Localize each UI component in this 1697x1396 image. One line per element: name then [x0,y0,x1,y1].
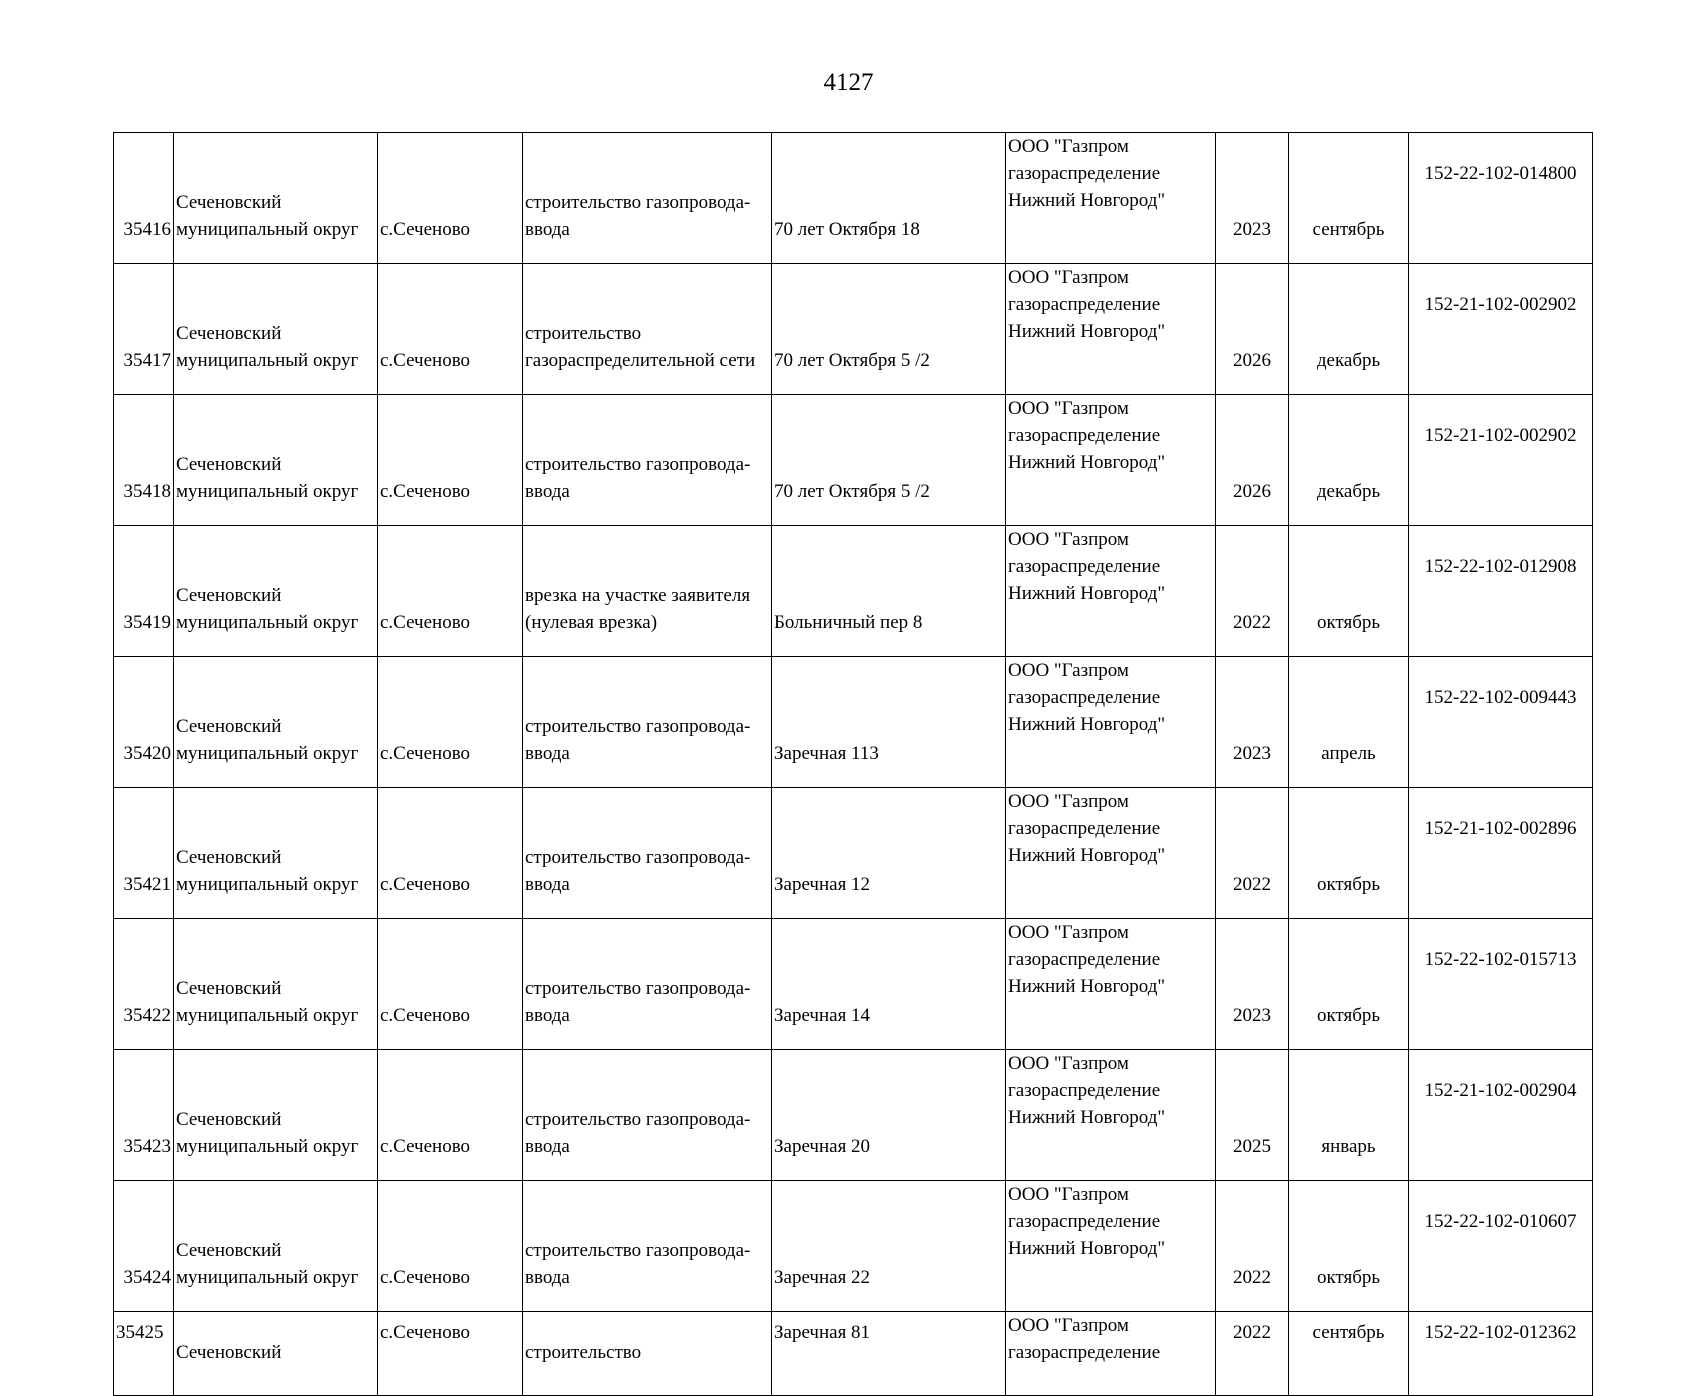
work-type-cell [523,264,772,395]
row-id: 35420 [114,657,174,788]
table-row-partial [114,1312,1593,1396]
organization-line: газораспределение [1008,1342,1161,1363]
work-type-cell: строительство [523,1312,772,1396]
locality-cell: с.Сеченово [378,395,523,526]
locality-cell: с.Сеченово [378,1050,523,1181]
district-cell [174,1050,378,1181]
year-cell: 2022 [1216,1312,1289,1396]
work-type-line: ввода [525,481,570,502]
organization-line: Нижний Новгород" [1008,452,1166,473]
organization-line: Нижний Новгород" [1008,976,1166,997]
organization-line: ООО "Газпром [1008,529,1129,550]
organization-cell [1006,1312,1216,1396]
work-type-line: ввода [525,219,570,240]
district-cell: Сеченовский [174,1312,378,1396]
district-line: Сеченовский [176,978,282,999]
row-id: 35416 [114,133,174,264]
district-cell [174,264,378,395]
address-cell: Заречная 20 [772,1050,1006,1181]
district-line: Сеченовский [176,847,282,868]
month-cell: январь [1289,1050,1409,1181]
organization-line: газораспределение [1008,294,1161,315]
code-cell: 152-22-102-012362 [1409,1312,1593,1396]
month-cell: сентябрь [1289,133,1409,264]
table-row [114,1050,1593,1181]
district-cell [174,788,378,919]
district-line: муниципальный округ [176,743,359,764]
locality-cell: с.Сеченово [378,1181,523,1312]
district-line: муниципальный округ [176,481,359,502]
organization-line: ООО "Газпром [1008,1053,1129,1074]
code-cell: 152-21-102-002902 [1409,264,1593,395]
work-type-line: строительство газопровода- [525,1109,751,1130]
work-type-line: ввода [525,743,570,764]
code-cell: 152-21-102-002904 [1409,1050,1593,1181]
row-id: 35425 [114,1312,174,1396]
organization-line: Нижний Новгород" [1008,321,1166,342]
locality-cell: с.Сеченово [378,133,523,264]
work-type-line: ввода [525,874,570,895]
locality-cell: с.Сеченово [378,1312,523,1396]
district-line: Сеченовский [176,1109,282,1130]
address-cell: Заречная 81 [772,1312,1006,1396]
work-type-line: ввода [525,1136,570,1157]
organization-line: газораспределение [1008,687,1161,708]
page-number: 4127 [823,69,874,96]
work-type-line: строительство газопровода- [525,716,751,737]
locality-cell: с.Сеченово [378,264,523,395]
work-type-cell [523,1050,772,1181]
organization-line: Нижний Новгород" [1008,845,1166,866]
address-cell: Заречная 113 [772,657,1006,788]
work-type-line: врезка на участке заявителя [525,585,751,606]
work-type-line: ввода [525,1267,570,1288]
work-type-cell [523,657,772,788]
work-type-cell [523,133,772,264]
address-cell: Заречная 22 [772,1181,1006,1312]
year-cell: 2025 [1216,1050,1289,1181]
address-cell: Заречная 14 [772,919,1006,1050]
organization-line: ООО "Газпром [1008,136,1129,157]
organization-cell [1006,133,1216,264]
organization-line: ООО "Газпром [1008,398,1129,419]
row-id: 35421 [114,788,174,919]
code-cell: 152-22-102-015713 [1409,919,1593,1050]
table-row [114,264,1593,395]
row-id: 35423 [114,1050,174,1181]
table-row [114,919,1593,1050]
organization-cell [1006,264,1216,395]
district-line: Сеченовский [176,1240,282,1261]
year-cell: 2022 [1216,1181,1289,1312]
organization-cell [1006,395,1216,526]
organization-line: газораспределение [1008,163,1161,184]
organization-line: газораспределение [1008,425,1161,446]
organization-line: Нижний Новгород" [1008,1107,1166,1128]
organization-cell [1006,788,1216,919]
row-id: 35422 [114,919,174,1050]
year-cell: 2026 [1216,395,1289,526]
month-cell: октябрь [1289,788,1409,919]
table-row [114,133,1593,264]
month-cell: октябрь [1289,526,1409,657]
code-cell: 152-22-102-010607 [1409,1181,1593,1312]
organization-line: газораспределение [1008,949,1161,970]
code-cell: 152-22-102-014800 [1409,133,1593,264]
district-cell [174,1181,378,1312]
organization-cell [1006,657,1216,788]
locality-cell: с.Сеченово [378,657,523,788]
organization-line: газораспределение [1008,556,1161,577]
work-type-line: строительство [525,323,642,344]
code-cell: 152-21-102-002902 [1409,395,1593,526]
year-cell: 2022 [1216,526,1289,657]
work-type-cell [523,919,772,1050]
organization-line: ООО "Газпром [1008,791,1129,812]
table-body [114,133,1593,1396]
month-cell: октябрь [1289,1181,1409,1312]
organization-line: Нижний Новгород" [1008,714,1166,735]
table-row [114,1181,1593,1312]
work-type-line: строительство газопровода- [525,847,751,868]
locality-cell: с.Сеченово [378,919,523,1050]
district-line: муниципальный округ [176,874,359,895]
district-line: муниципальный округ [176,219,359,240]
organization-line: ООО "Газпром [1008,267,1129,288]
locality-cell: с.Сеченово [378,788,523,919]
year-cell: 2022 [1216,788,1289,919]
organization-line: ООО "Газпром [1008,922,1129,943]
district-line: муниципальный округ [176,350,359,371]
work-type-cell [523,526,772,657]
district-cell [174,395,378,526]
work-type-line: газораспределительной сети [525,350,756,371]
organization-line: газораспределение [1008,818,1161,839]
code-cell: 152-21-102-002896 [1409,788,1593,919]
organization-line: Нижний Новгород" [1008,583,1166,604]
work-type-line: строительство газопровода- [525,978,751,999]
work-type-cell [523,1181,772,1312]
organization-line: газораспределение [1008,1080,1161,1101]
organization-line: ООО "Газпром [1008,1184,1129,1205]
row-id: 35424 [114,1181,174,1312]
year-cell: 2023 [1216,919,1289,1050]
organization-cell [1006,1050,1216,1181]
organization-line: Нижний Новгород" [1008,190,1166,211]
year-cell: 2023 [1216,133,1289,264]
organization-cell [1006,919,1216,1050]
district-line: Сеченовский [176,716,282,737]
table-row [114,788,1593,919]
code-cell: 152-22-102-009443 [1409,657,1593,788]
row-id: 35418 [114,395,174,526]
district-line: муниципальный округ [176,612,359,633]
organization-line: Нижний Новгород" [1008,1238,1166,1259]
address-cell: Больничный пер 8 [772,526,1006,657]
district-line: Сеченовский [176,454,282,475]
month-cell: апрель [1289,657,1409,788]
district-cell [174,133,378,264]
locality-cell: с.Сеченово [378,526,523,657]
district-cell [174,657,378,788]
work-type-cell [523,395,772,526]
work-type-line: строительство газопровода- [525,454,751,475]
organization-line: ООО "Газпром [1008,660,1129,681]
district-line: Сеченовский [176,585,282,606]
row-id: 35417 [114,264,174,395]
work-type-cell [523,788,772,919]
organization-cell [1006,1181,1216,1312]
organization-cell [1006,526,1216,657]
table-row [114,657,1593,788]
address-cell: 70 лет Октября 5 /2 [772,264,1006,395]
address-cell: 70 лет Октября 18 [772,133,1006,264]
work-type-line: (нулевая врезка) [525,612,658,633]
district-line: Сеченовский [176,323,282,344]
month-cell: октябрь [1289,919,1409,1050]
row-id: 35419 [114,526,174,657]
year-cell: 2023 [1216,657,1289,788]
work-type-line: строительство газопровода- [525,1240,751,1261]
table-row [114,526,1593,657]
month-cell: сентябрь [1289,1312,1409,1396]
district-line: муниципальный округ [176,1136,359,1157]
month-cell: декабрь [1289,264,1409,395]
address-cell: Заречная 12 [772,788,1006,919]
work-type-line: ввода [525,1005,570,1026]
district-line: муниципальный округ [176,1267,359,1288]
district-line: муниципальный округ [176,1005,359,1026]
work-type-line: строительство газопровода- [525,192,751,213]
code-cell: 152-22-102-012908 [1409,526,1593,657]
district-cell [174,526,378,657]
district-cell [174,919,378,1050]
address-cell: 70 лет Октября 5 /2 [772,395,1006,526]
district-line: Сеченовский [176,192,282,213]
organization-line: газораспределение [1008,1211,1161,1232]
year-cell: 2026 [1216,264,1289,395]
organization-line: ООО "Газпром [1008,1315,1129,1336]
month-cell: декабрь [1289,395,1409,526]
register-table [113,132,1593,1396]
table-row [114,395,1593,526]
